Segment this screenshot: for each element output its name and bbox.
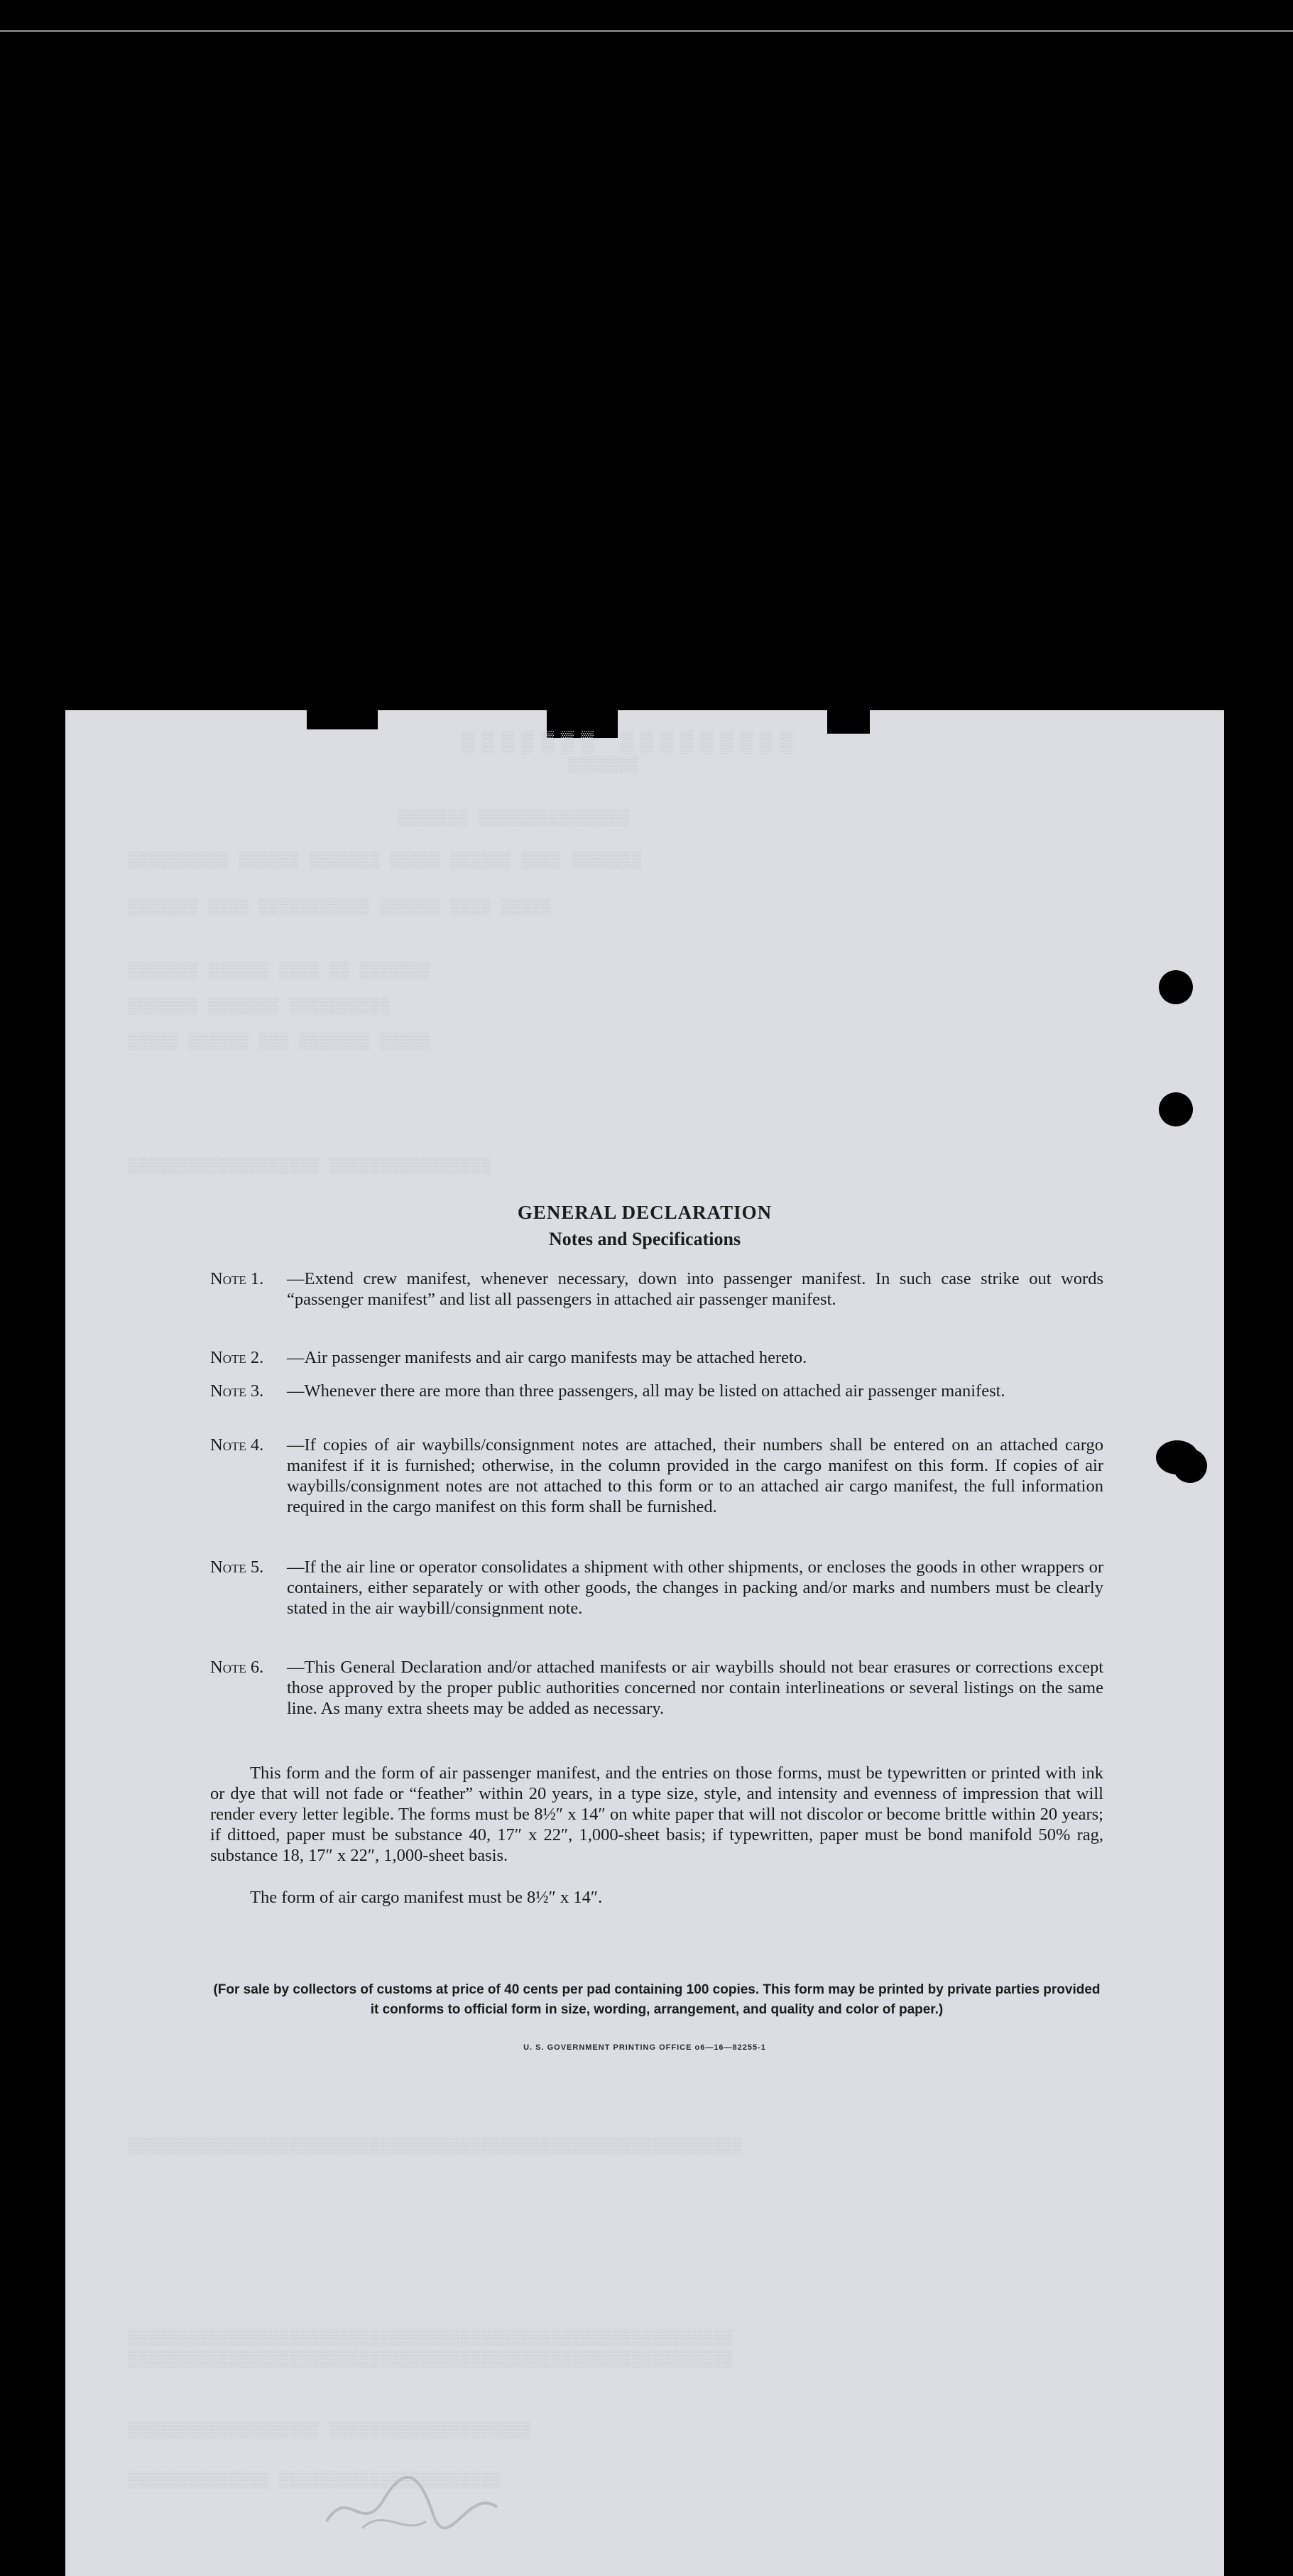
note-label: Note 3.	[210, 1381, 264, 1401]
note-label: Note 2.	[210, 1348, 264, 1367]
note-label: Note 4.	[210, 1435, 264, 1455]
page-edge-tab	[827, 705, 870, 734]
page-subtitle: Notes and Specifications	[548, 1229, 741, 1249]
punch-hole	[1173, 1449, 1207, 1483]
note-text: —This General Declaration and/or attached manifests or air waybills should not bear erasures or corrections except those approved by the proper public authorities concerned nor contain interlineations or several listings on the same line. As many extra sheets may be added as necessary.	[287, 1658, 1103, 1718]
note-text: —If the air line or operator consolidates a shipment with other shipments, or encloses the goods in other wrappers or containers, either separately or with other goods, the changes in packing and/or marks and numbers must be clearly stated in the air waybill/consignment note.	[287, 1558, 1103, 1618]
note-text: —Air passenger manifests and air cargo manifests may be attached hereto.	[287, 1348, 807, 1367]
note-text: —If copies of air waybills/consignment notes are attached, their numbers shall be entered on an attached cargo manifest if it is furnished; otherwise, in the column provided in the cargo manifest on this form. If copies of air waybills/consignment notes are not attached to this form or to an attached air cargo manifest, the full information required in the cargo manifest on this form shall be furnished.	[287, 1435, 1103, 1516]
note-4	[210, 1435, 1103, 1517]
cargo-size-note: The form of air cargo manifest must be 8½″ x 14″.	[250, 1888, 603, 1907]
signature-bleed-through	[320, 2457, 504, 2543]
page-title: GENERAL DECLARATION	[517, 1202, 773, 1223]
specifications-paragraph: This form and the form of air passenger manifest, and the entries on those forms, must be typewritten or printed with ink or dye that will not fade or “feather” within 20 years, in a type size, style, and intensity and evenness of impression that will render every letter legible. The forms must be 8½″ x 14″ on white paper that will not discolor or become brittle within 20 years; if dittoed, paper must be substance 40, 17″ x 22″, 1,000-sheet basis; if typewritten, paper must be bond manifold 50% rag, substance 18, 17″ x 22″, 1,000-sheet basis.	[210, 1763, 1103, 1865]
punch-hole	[1159, 1092, 1193, 1126]
note-5	[210, 1557, 1103, 1619]
sale-notice: (For sale by collectors of customs at price of 40 cents per pad containing 100 copies. This form may be printed by private parties provided it conforms to official form in size, wording, arrangement, and quality and color of paper.)	[213, 1982, 1101, 2017]
punch-hole	[1159, 970, 1193, 1004]
note-text: —Extend crew manifest, whenever necessary, down into passenger manifest. In such case strike out words “passenger manifest” and list all passengers in attached air passenger manifest.	[287, 1269, 1103, 1309]
film-edge-line	[0, 30, 1293, 32]
document-page	[65, 710, 1224, 2576]
note-label: Note 1.	[210, 1269, 264, 1288]
note-label: Note 5.	[210, 1558, 264, 1577]
note-1	[210, 1268, 1103, 1310]
note-label: Note 6.	[210, 1658, 264, 1677]
note-6	[210, 1657, 1103, 1719]
printing-office-line: U. S. GOVERNMENT PRINTING OFFICE o6—16—82255-1	[523, 2043, 766, 2052]
page-edge-tab	[307, 705, 378, 729]
note-3	[210, 1381, 1103, 1401]
note-2	[210, 1347, 1103, 1368]
note-text: —Whenever there are more than three passengers, all may be listed on attached air passenger manifest.	[287, 1381, 1005, 1401]
